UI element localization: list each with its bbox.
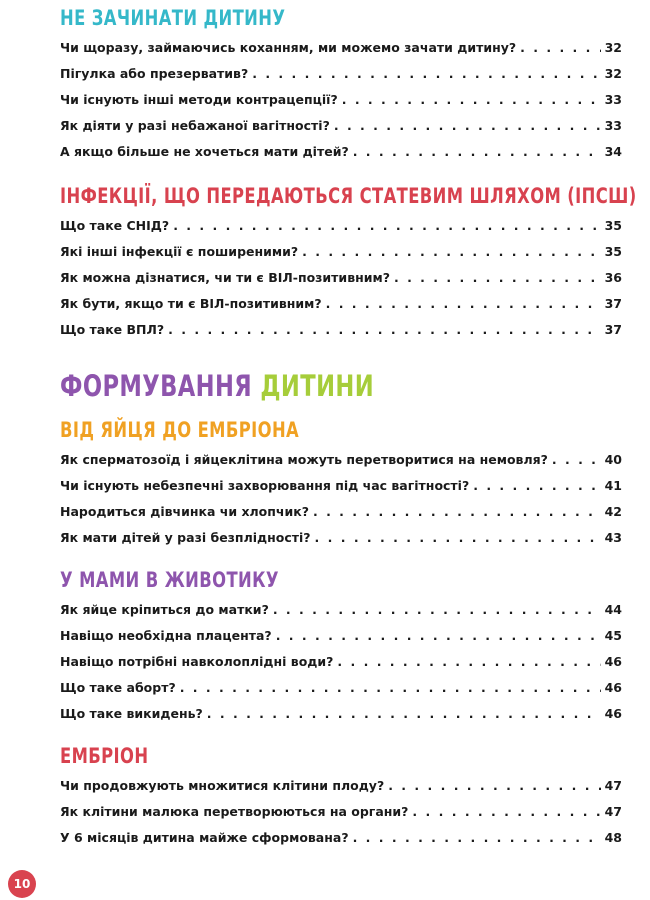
toc-row[interactable] — [60, 804, 622, 820]
toc-page-number: 32 — [604, 66, 622, 81]
toc-leader-dots — [334, 118, 601, 134]
toc-page-number: 47 — [604, 778, 622, 793]
toc-page-number: 45 — [604, 628, 622, 643]
toc-row[interactable] — [60, 628, 622, 644]
toc-leader-dots — [388, 778, 600, 794]
toc-title: Як мати дітей у разі безплідності? — [60, 530, 311, 545]
toc-leader-dots — [173, 218, 600, 234]
part-heading — [60, 369, 375, 403]
toc-title: Пігулка або презерватив? — [60, 66, 249, 81]
toc-row[interactable] — [60, 66, 622, 82]
toc-leader-dots — [337, 654, 600, 670]
toc-row[interactable] — [60, 40, 622, 56]
toc-row[interactable] — [60, 706, 622, 722]
toc-leader-dots — [394, 270, 601, 286]
toc-title: Які інші інфекції є поширеними? — [60, 244, 299, 259]
toc-title: Чи існують небезпечні захворювання під час вагітності? — [60, 478, 470, 493]
part-heading-word2: ДИТИНИ — [260, 369, 375, 403]
toc-page-number: 41 — [604, 478, 622, 493]
section-heading-sti: ІНФЕКЦІЇ, ЩО ПЕРЕДАЮТЬСЯ СТАТЕВИМ ШЛЯХОМ (ІПСШ) — [60, 184, 637, 208]
toc-title: Навіщо потрібні навколоплідні води? — [60, 654, 334, 669]
toc-page-number: 40 — [604, 452, 622, 467]
toc-page-number: 33 — [604, 92, 622, 107]
toc-row[interactable] — [60, 296, 622, 312]
toc-page-number: 47 — [604, 804, 622, 819]
toc-page-number: 35 — [604, 218, 622, 233]
toc-row[interactable] — [60, 602, 622, 618]
toc-title: Як яйце кріпиться до матки? — [60, 602, 269, 617]
toc-title: Що таке аборт? — [60, 680, 176, 695]
toc-row[interactable] — [60, 218, 622, 234]
toc-title: У 6 місяців дитина майже сформована? — [60, 830, 349, 845]
toc-leader-dots — [473, 478, 600, 494]
toc-leader-dots — [552, 452, 601, 468]
part-heading-word1: ФОРМУВАННЯ — [60, 369, 253, 403]
toc-leader-dots — [168, 322, 600, 338]
toc-page-number: 37 — [604, 296, 622, 311]
toc-row[interactable] — [60, 778, 622, 794]
toc-leader-dots — [180, 680, 601, 696]
toc-title: Народиться дівчинка чи хлопчик? — [60, 504, 309, 519]
toc-leader-dots — [302, 244, 600, 260]
toc-page-number: 42 — [604, 504, 622, 519]
toc-page-number: 37 — [604, 322, 622, 337]
toc-row[interactable] — [60, 322, 622, 338]
toc-leader-dots — [276, 628, 601, 644]
toc-title: Чи продовжують множитися клітини плоду? — [60, 778, 385, 793]
toc-title: Як можна дізнатися, чи ти є ВІЛ-позитивним? — [60, 270, 390, 285]
toc-title: Що таке ВПЛ? — [60, 322, 165, 337]
toc-title: Чи щоразу, займаючись коханням, ми можемо зачати дитину? — [60, 40, 517, 55]
toc-row[interactable] — [60, 452, 622, 468]
toc-title: Навіщо необхідна плацента? — [60, 628, 272, 643]
toc-leader-dots — [252, 66, 600, 82]
toc-leader-dots — [315, 530, 601, 546]
toc-title: Чи існують інші методи контрацепції? — [60, 92, 338, 107]
toc-row[interactable] — [60, 478, 622, 494]
toc-title: Як клітини малюка перетворюються на органи? — [60, 804, 409, 819]
toc-row[interactable] — [60, 530, 622, 546]
toc-page-number: 43 — [604, 530, 622, 545]
section-heading-embryo: ЕМБРІОН — [60, 744, 149, 768]
toc-title: Як бути, якщо ти є ВІЛ-позитивним? — [60, 296, 322, 311]
section-heading-in-womb: У МАМИ В ЖИВОТИКУ — [60, 568, 279, 592]
toc-leader-dots — [353, 144, 601, 160]
toc-page-number: 46 — [604, 654, 622, 669]
toc-leader-dots — [273, 602, 601, 618]
toc-row[interactable] — [60, 92, 622, 108]
section-heading-contraception: НЕ ЗАЧИНАТИ ДИТИНУ — [60, 6, 286, 30]
toc-title: Як діяти у разі небажаної вагітності? — [60, 118, 330, 133]
page-number-badge: 10 — [8, 870, 36, 898]
toc-leader-dots — [412, 804, 600, 820]
toc-page-number: 44 — [604, 602, 622, 617]
toc-title: Що таке СНІД? — [60, 218, 170, 233]
toc-page-number: 32 — [604, 40, 622, 55]
toc-row[interactable] — [60, 118, 622, 134]
toc-page-number: 36 — [604, 270, 622, 285]
toc-row[interactable] — [60, 680, 622, 696]
toc-page-number: 46 — [604, 706, 622, 721]
toc-page-number: 33 — [604, 118, 622, 133]
toc-title: Як сперматозоїд і яйцеклітина можуть перетворитися на немовля? — [60, 452, 548, 467]
toc-row[interactable] — [60, 144, 622, 160]
toc-row[interactable] — [60, 244, 622, 260]
toc-leader-dots — [313, 504, 601, 520]
section-heading-egg-to-embryo: ВІД ЯЙЦЯ ДО ЕМБРІОНА — [60, 418, 300, 442]
toc-leader-dots — [353, 830, 601, 846]
toc-row[interactable] — [60, 654, 622, 670]
toc-page-number: 35 — [604, 244, 622, 259]
toc-row[interactable] — [60, 830, 622, 846]
toc-leader-dots — [342, 92, 601, 108]
toc-row[interactable] — [60, 270, 622, 286]
toc-leader-dots — [207, 706, 601, 722]
toc-page-number: 46 — [604, 680, 622, 695]
toc-title: А якщо більше не хочеться мати дітей? — [60, 144, 349, 159]
toc-leader-dots — [326, 296, 601, 312]
toc-title: Що таке викидень? — [60, 706, 203, 721]
toc-row[interactable] — [60, 504, 622, 520]
toc-leader-dots — [520, 40, 600, 56]
toc-page-number: 34 — [604, 144, 622, 159]
toc-page-number: 48 — [604, 830, 622, 845]
